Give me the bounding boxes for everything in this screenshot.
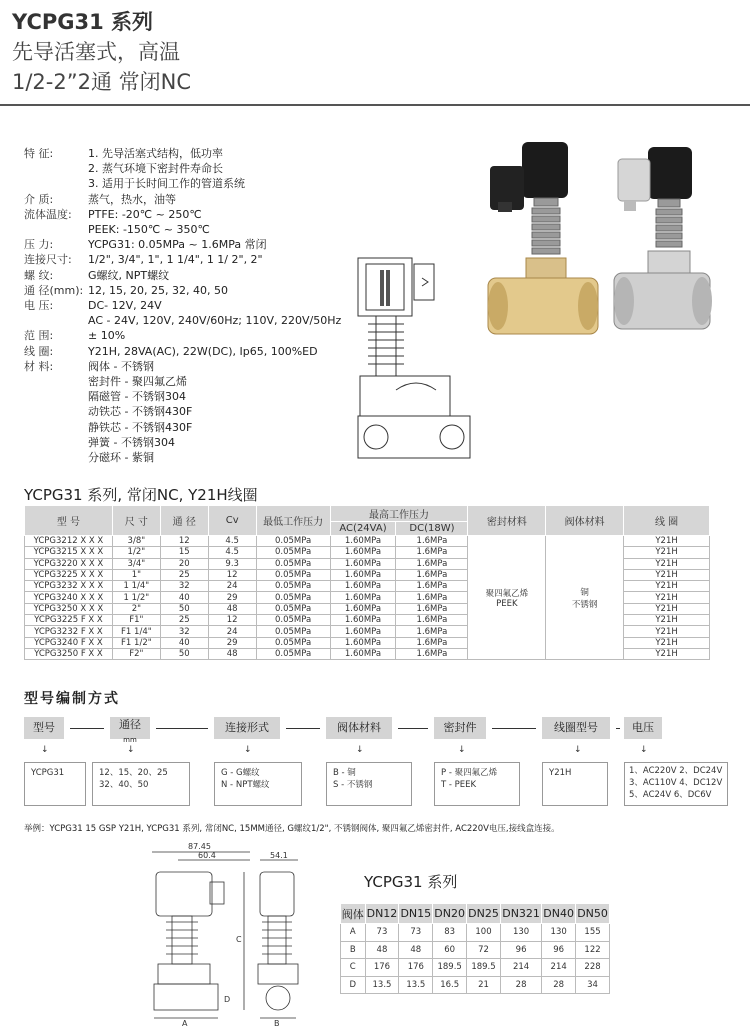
table-cell: 0.05MPa — [256, 536, 330, 547]
dim-cell: 189.5 — [467, 959, 501, 977]
spec-label — [24, 374, 88, 389]
dim-cell: 122 — [576, 941, 610, 959]
code-box-label: 连接形式 — [225, 721, 269, 734]
spec-row — [24, 161, 341, 176]
spec-value: AC - 24V, 120V, 240V/60Hz; 110V, 220V/50Hz — [88, 314, 342, 328]
table-cell: 1.6MPa — [396, 648, 468, 659]
coil-cell: Y21H — [624, 603, 710, 614]
table-cell: YCPG3232 F X X — [25, 626, 113, 637]
code-box-coil — [542, 717, 610, 739]
table-cell: 48 — [208, 603, 256, 614]
table-cell: 1.6MPa — [396, 581, 468, 592]
spec-row — [24, 374, 341, 389]
table-cell: 25 — [160, 615, 208, 626]
table-cell: 0.05MPa — [256, 547, 330, 558]
spec-label — [24, 420, 88, 435]
dim-cell: 48 — [365, 941, 399, 959]
table-cell: 1.60MPa — [330, 592, 396, 603]
table-cell: 1.6MPa — [396, 569, 468, 580]
table-cell: 1 1/4" — [112, 581, 160, 592]
valve-cross-section-drawing — [356, 252, 472, 476]
table-cell: 1/2" — [112, 547, 160, 558]
table-cell: 32 — [160, 626, 208, 637]
code-box-label: 密封件 — [443, 721, 477, 734]
code-value-connection — [214, 762, 302, 806]
code-value-line: G - G螺纹 — [221, 768, 260, 778]
code-value-line: 5、AC24V 6、DC6V — [629, 790, 712, 800]
code-value-line: 12、15、20、25 — [99, 768, 168, 778]
dim-cell: 214 — [500, 959, 541, 977]
down-arrow-icon: ↓ — [574, 745, 582, 755]
dim-cell: 73 — [365, 924, 399, 942]
spec-value: 3. 适用于长时间工作的管道系统 — [88, 177, 245, 191]
table-cell: 40 — [160, 592, 208, 603]
spec-label: 压 力: — [24, 238, 54, 252]
table-cell: YCPG3225 F X X — [25, 615, 113, 626]
spec-value: PTFE: -20℃ ~ 250℃ — [88, 207, 202, 221]
code-box-label: 通径 — [119, 718, 141, 731]
table-cell: 50 — [160, 648, 208, 659]
spec-value: 静铁芯 - 不锈钢430F — [88, 420, 193, 434]
code-value-line: N - NPT螺纹 — [221, 780, 270, 790]
dim-cell: 28 — [500, 976, 541, 994]
spec-label — [24, 389, 88, 404]
dim-cell: 72 — [467, 941, 501, 959]
table-row — [25, 536, 710, 547]
code-dash — [492, 728, 536, 729]
col-dc: DC(18W) — [396, 522, 468, 536]
table-cell: 1.60MPa — [330, 536, 396, 547]
dim-row — [341, 924, 610, 942]
code-value-line: YCPG31 — [31, 768, 65, 778]
code-value-line: Y21H — [549, 768, 572, 778]
header-divider — [0, 104, 750, 106]
table-cell: YCPG3250 F X X — [25, 648, 113, 659]
table-cell: 40 — [160, 637, 208, 648]
coil-cell: Y21H — [624, 569, 710, 580]
table-cell: 1.6MPa — [396, 558, 468, 569]
table-cell: 12 — [208, 569, 256, 580]
brass-valve-image — [484, 140, 602, 352]
spec-label — [24, 222, 88, 237]
dim-header-cell: DN12 — [365, 904, 399, 924]
spec-value: Y21H, 28VA(AC), 22W(DC), Ip65, 100%ED — [88, 344, 318, 358]
spec-value: ± 10% — [88, 329, 126, 343]
col-ac: AC(24VA) — [330, 522, 396, 536]
table-cell: YCPG3240 F X X — [25, 637, 113, 648]
spec-value: PEEK: -150℃ ~ 350℃ — [88, 223, 210, 237]
table-cell: 4.5 — [208, 547, 256, 558]
table-cell: 1.60MPa — [330, 547, 396, 558]
col-max-pressure: 最高工作压力 — [330, 506, 468, 522]
table-cell: 20 — [160, 558, 208, 569]
spec-label — [24, 404, 88, 419]
dimension-title: YCPG31 系列 — [364, 873, 458, 891]
spec-label: 螺 纹: — [24, 268, 54, 282]
dim-header-cell: DN50 — [576, 904, 610, 924]
col-seal: 密封材料 — [468, 506, 546, 536]
spec-value: 1/2", 3/4", 1", 1 1/4", 1 1/ 2", 2" — [88, 253, 263, 267]
dim-cell: 176 — [399, 959, 433, 977]
code-value-model — [24, 762, 86, 806]
code-box-unit: mm — [123, 736, 137, 744]
code-value-voltage — [624, 762, 728, 806]
code-dash — [616, 728, 620, 729]
seal-material-cell — [468, 536, 546, 660]
code-value-bore — [92, 762, 190, 806]
table-cell: 1.60MPa — [330, 615, 396, 626]
spec-label — [24, 161, 88, 176]
spec-row — [24, 237, 341, 252]
col-coil: 线 圈 — [624, 506, 710, 536]
dim-cell: 13.5 — [365, 976, 399, 994]
dim-cell: 21 — [467, 976, 501, 994]
seal-line: PEEK — [496, 598, 518, 609]
table-cell: 29 — [208, 637, 256, 648]
spec-value: 动铁芯 - 不锈钢430F — [88, 405, 193, 419]
spec-value: YCPG31: 0.05MPa ~ 1.6MPa 常闭 — [88, 238, 267, 252]
spec-row — [24, 435, 341, 450]
code-box-voltage — [624, 717, 662, 739]
dim-cell: 48 — [399, 941, 433, 959]
dim-cell: D — [341, 976, 366, 994]
seal-line: 聚四氟乙烯 — [485, 588, 529, 599]
dim-87-45: 87.45 — [188, 842, 211, 851]
col-cv: Cv — [208, 506, 256, 536]
table-cell: 0.05MPa — [256, 592, 330, 603]
table-cell: 1.60MPa — [330, 648, 396, 659]
spec-label: 流体温度: — [24, 207, 72, 221]
table-cell: F1" — [112, 615, 160, 626]
code-value-line: 3、AC110V 4、DC12V — [629, 778, 723, 788]
spec-label — [24, 313, 88, 328]
dim-header-cell: DN40 — [542, 904, 576, 924]
dim-header-cell: DN25 — [467, 904, 501, 924]
dim-cell: 96 — [500, 941, 541, 959]
table-title: YCPG31 系列, 常闭NC, Y21H线圈 — [24, 486, 258, 504]
code-box-label: 电压 — [632, 721, 654, 734]
code-value-line: S - 不锈钢 — [333, 780, 373, 790]
table-cell: 1.60MPa — [330, 569, 396, 580]
table-cell: F1 1/2" — [112, 637, 160, 648]
table-cell: 29 — [208, 592, 256, 603]
table-cell: 1.60MPa — [330, 581, 396, 592]
dim-cell: 100 — [467, 924, 501, 942]
steel-valve-image — [610, 145, 714, 348]
spec-value: 2. 蒸气环境下密封件寿命长 — [88, 162, 223, 176]
code-dash — [398, 728, 428, 729]
dim-header-cell: 阀体 — [341, 904, 366, 924]
spec-value: 12, 15, 20, 25, 32, 40, 50 — [88, 283, 228, 297]
coil-cell: Y21H — [624, 615, 710, 626]
dim-header-cell: DN20 — [433, 904, 467, 924]
dim-cell: B — [341, 941, 366, 959]
code-value-line: P - 聚四氟乙烯 — [441, 768, 498, 778]
col-body: 阀体材料 — [546, 506, 624, 536]
spec-row — [24, 252, 341, 267]
body-material-cell — [546, 536, 624, 660]
page-title: YCPG31 系列 — [12, 10, 154, 34]
spec-row — [24, 389, 341, 404]
table-cell: 25 — [160, 569, 208, 580]
down-arrow-icon: ↓ — [640, 745, 648, 755]
code-box-bore — [110, 717, 150, 744]
coil-cell: Y21H — [624, 637, 710, 648]
spec-row — [24, 328, 341, 343]
code-box-label: 线圈型号 — [554, 721, 598, 734]
table-cell: 24 — [208, 581, 256, 592]
table-cell: 0.05MPa — [256, 581, 330, 592]
dim-cell: 83 — [433, 924, 467, 942]
spec-value: 密封件 - 聚四氟乙烯 — [88, 375, 187, 389]
model-code-title: 型号编制方式 — [24, 691, 120, 707]
dim-row — [341, 959, 610, 977]
table-cell: 1.6MPa — [396, 615, 468, 626]
col-bore: 通 径 — [160, 506, 208, 536]
dim-header-cell: DN321 — [500, 904, 541, 924]
spec-label: 介 质: — [24, 192, 54, 206]
code-value-line: 32、40、50 — [99, 780, 149, 790]
dim-cell: 214 — [542, 959, 576, 977]
spec-list — [24, 146, 341, 465]
col-min-pressure: 最低工作压力 — [256, 506, 330, 536]
dim-cell: 34 — [576, 976, 610, 994]
code-box-model — [24, 717, 64, 739]
table-cell: 24 — [208, 626, 256, 637]
dim-cell: 155 — [576, 924, 610, 942]
table-cell: 1.6MPa — [396, 592, 468, 603]
table-cell: 15 — [160, 547, 208, 558]
spec-row — [24, 192, 341, 207]
table-cell: 1.6MPa — [396, 547, 468, 558]
table-cell: 1" — [112, 569, 160, 580]
spec-label: 线 圈: — [24, 344, 54, 358]
dim-cell: 13.5 — [399, 976, 433, 994]
spec-row — [24, 313, 341, 328]
spec-label — [24, 176, 88, 191]
table-cell: YCPG3240 X X X — [25, 592, 113, 603]
table-cell: YCPG3232 X X X — [25, 581, 113, 592]
spec-value: 分磁环 - 紫铜 — [88, 451, 154, 465]
code-value-seal — [434, 762, 520, 806]
coil-cell: Y21H — [624, 536, 710, 547]
col-model: 型 号 — [25, 506, 113, 536]
col-size: 尺 寸 — [112, 506, 160, 536]
dim-cell: 189.5 — [433, 959, 467, 977]
dim-cell: 28 — [542, 976, 576, 994]
coil-cell: Y21H — [624, 648, 710, 659]
coil-cell: Y21H — [624, 547, 710, 558]
dim-header-cell: DN15 — [399, 904, 433, 924]
dim-cell: 73 — [399, 924, 433, 942]
spec-row — [24, 344, 341, 359]
table-cell: 0.05MPa — [256, 603, 330, 614]
table-cell: YCPG3225 X X X — [25, 569, 113, 580]
code-value-line: T - PEEK — [441, 780, 477, 790]
spec-label: 电 压: — [24, 299, 54, 313]
code-value-body — [326, 762, 412, 806]
coil-cell: Y21H — [624, 558, 710, 569]
spec-label: 范 围: — [24, 329, 54, 343]
table-cell: YCPG3212 X X X — [25, 536, 113, 547]
table-cell: 4.5 — [208, 536, 256, 547]
dimension-drawing — [148, 842, 308, 1027]
dim-cell: A — [341, 924, 366, 942]
subtitle-type: 先导活塞式，高温 — [12, 40, 180, 64]
table-cell: F2" — [112, 648, 160, 659]
code-box-connection — [214, 717, 280, 739]
table-cell: 2" — [112, 603, 160, 614]
spec-value: 1. 先导活塞式结构，低功率 — [88, 147, 223, 160]
spec-label — [24, 450, 88, 465]
code-box-body — [326, 717, 392, 739]
spec-row — [24, 268, 341, 283]
down-arrow-icon: ↓ — [41, 745, 49, 755]
table-cell: 32 — [160, 581, 208, 592]
table-cell: 0.05MPa — [256, 637, 330, 648]
down-arrow-icon: ↓ — [127, 745, 135, 755]
code-value-coil — [542, 762, 608, 806]
dim-cell: 60 — [433, 941, 467, 959]
table-cell: YCPG3220 X X X — [25, 558, 113, 569]
table-cell: 1.60MPa — [330, 603, 396, 614]
table-cell: F1 1/4" — [112, 626, 160, 637]
spec-row — [24, 146, 341, 161]
table-cell: 1.6MPa — [396, 637, 468, 648]
code-dash — [156, 728, 208, 729]
table-cell: 3/8" — [112, 536, 160, 547]
dim-label-b: B — [274, 1019, 280, 1027]
dim-cell: C — [341, 959, 366, 977]
subtitle-spec: 1/2-2”2通 常闭NC — [12, 70, 192, 94]
spec-value: 弹簧 - 不锈钢304 — [88, 435, 175, 449]
coil-cell: Y21H — [624, 581, 710, 592]
dim-60-4: 60.4 — [198, 851, 216, 860]
dim-label-c: C — [236, 935, 242, 944]
spec-row — [24, 450, 341, 465]
spec-value: G螺纹, NPT螺纹 — [88, 268, 170, 282]
table-cell: 0.05MPa — [256, 648, 330, 659]
table-cell: 1.6MPa — [396, 626, 468, 637]
table-cell: 1.60MPa — [330, 626, 396, 637]
spec-row — [24, 404, 341, 419]
table-cell: YCPG3250 X X X — [25, 603, 113, 614]
table-cell: 12 — [160, 536, 208, 547]
dim-label-a: A — [182, 1019, 188, 1027]
code-value-line: 1、AC220V 2、DC24V — [629, 766, 723, 776]
spec-value: DC- 12V, 24V — [88, 299, 162, 313]
spec-row — [24, 298, 341, 313]
spec-label: 特 征: — [24, 147, 54, 160]
dim-cell: 16.5 — [433, 976, 467, 994]
dim-cell: 96 — [542, 941, 576, 959]
model-example: 举例：YCPG31 15 GSP Y21H, YCPG31 系列, 常闭NC, 15MM通径, G螺纹1/2", 不锈钢阀体, 聚四氟乙烯密封件, AC220V电压,接线盒连接。 — [24, 824, 560, 834]
table-cell: 0.05MPa — [256, 626, 330, 637]
down-arrow-icon: ↓ — [244, 745, 252, 755]
table-cell: 0.05MPa — [256, 615, 330, 626]
dim-cell: 228 — [576, 959, 610, 977]
table-cell: 9.3 — [208, 558, 256, 569]
spec-label: 通 径(mm): — [24, 283, 84, 297]
body-line: 不锈钢 — [571, 599, 598, 610]
code-box-label: 阀体材料 — [337, 721, 381, 734]
table-cell: 1.60MPa — [330, 558, 396, 569]
spec-row — [24, 207, 341, 222]
table-cell: YCPG3215 X X X — [25, 547, 113, 558]
dim-label-d: D — [224, 995, 231, 1004]
code-box-seal — [434, 717, 486, 739]
spec-value: 隔磁管 - 不锈钢304 — [88, 390, 186, 404]
spec-row — [24, 176, 341, 191]
table-cell: 50 — [160, 603, 208, 614]
dim-cell: 176 — [365, 959, 399, 977]
coil-cell: Y21H — [624, 626, 710, 637]
dim-row — [341, 976, 610, 994]
table-cell: 48 — [208, 648, 256, 659]
code-dash — [286, 728, 320, 729]
dim-row — [341, 941, 610, 959]
table-cell: 0.05MPa — [256, 558, 330, 569]
spec-row — [24, 359, 341, 374]
spec-label: 连接尺寸: — [24, 253, 72, 267]
code-value-line: B - 铜 — [333, 768, 356, 778]
down-arrow-icon: ↓ — [458, 745, 466, 755]
model-table — [24, 505, 710, 660]
code-box-label: 型号 — [33, 721, 55, 734]
spec-label — [24, 435, 88, 450]
table-cell: 0.05MPa — [256, 569, 330, 580]
table-cell: 1.6MPa — [396, 536, 468, 547]
dim-cell: 130 — [500, 924, 541, 942]
coil-cell: Y21H — [624, 592, 710, 603]
dim-cell: 130 — [542, 924, 576, 942]
spec-row — [24, 420, 341, 435]
table-cell: 1 1/2" — [112, 592, 160, 603]
spec-row — [24, 283, 341, 298]
code-dash — [70, 728, 104, 729]
dimension-table — [340, 903, 610, 994]
spec-value: 蒸气，热水，油等 — [88, 192, 176, 206]
dim-54-1: 54.1 — [270, 851, 288, 860]
table-cell: 3/4" — [112, 558, 160, 569]
spec-value: 阀体 - 不锈钢 — [88, 359, 154, 373]
spec-label: 材 料: — [24, 359, 54, 373]
table-cell: 1.60MPa — [330, 637, 396, 648]
spec-row — [24, 222, 341, 237]
down-arrow-icon: ↓ — [356, 745, 364, 755]
body-line: 铜 — [580, 587, 589, 598]
table-cell: 12 — [208, 615, 256, 626]
table-cell: 1.6MPa — [396, 603, 468, 614]
